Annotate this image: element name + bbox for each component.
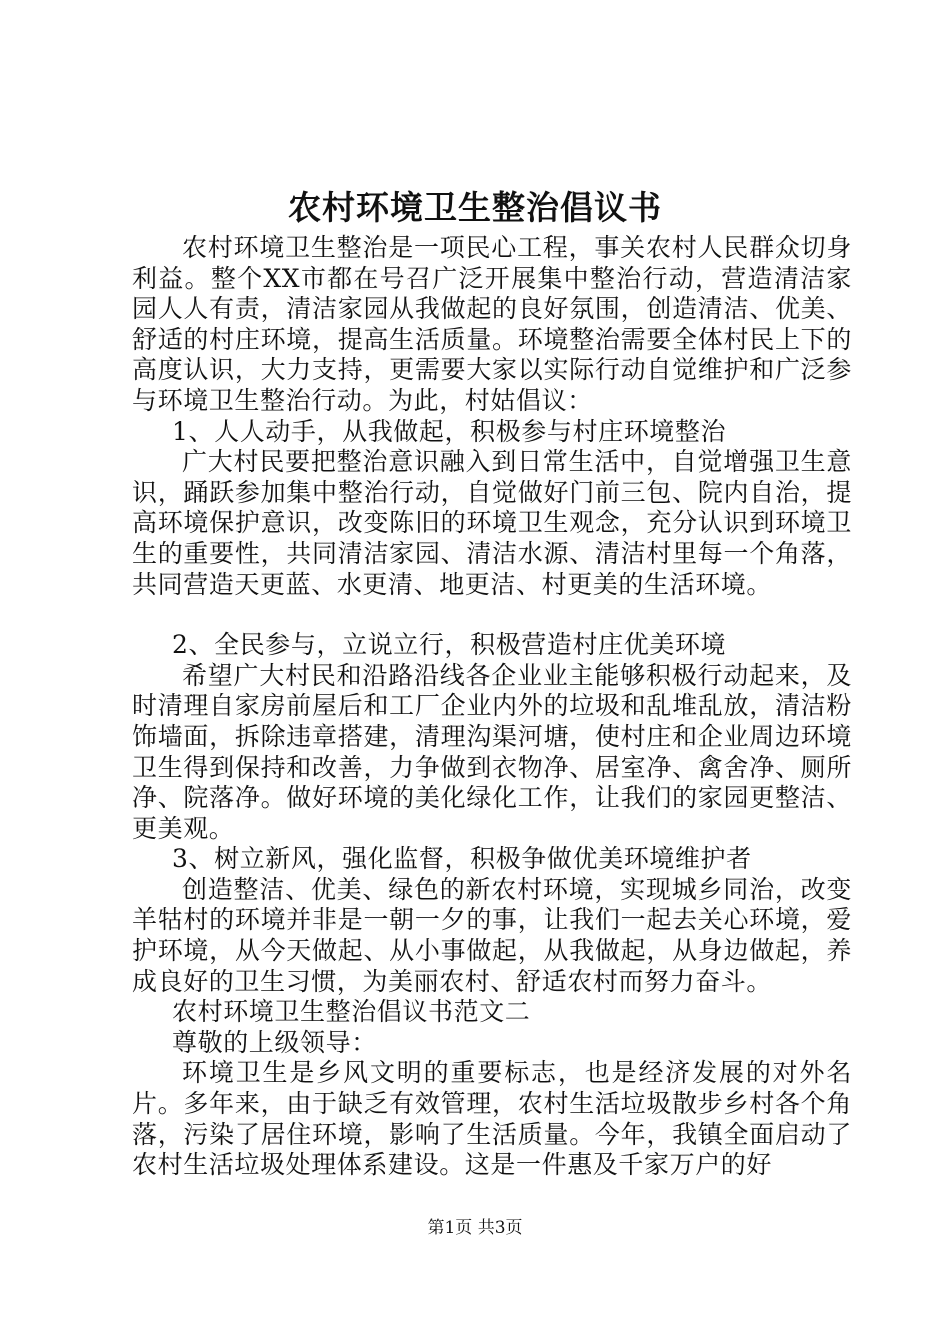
second-sample-paragraph: 环境卫生是乡风文明的重要标志，也是经济发展的对外名片。多年来，由于缺乏有效管理，农村生活垃圾散步乡村各个角落，污染了居住环境，影响了生活质量。今年，我镇全面启动了农村生活垃圾处理体系建设。这是一件惠及千家万户的好: [132, 1058, 852, 1180]
document-body: [132, 233, 852, 1181]
salutation: 尊敬的上级领导：: [172, 1027, 377, 1057]
document-title: 农村环境卫生整治倡议书: [288, 188, 662, 227]
section-heading-2: 2、全民参与，立说立行，积极营造村庄优美环境: [172, 630, 727, 660]
second-sample-heading: 农村环境卫生整治倡议书范文二: [172, 997, 531, 1027]
section-heading-1: 1、人人动手，从我做起，积极参与村庄环境整治: [172, 416, 727, 446]
section-paragraph-2: 希望广大村民和沿路沿线各企业业主能够积极行动起来，及时清理自家房前屋后和工厂企业内外的垃圾和乱堆乱放，清洁粉饰墙面，拆除违章搭建，清理沟渠河塘，使村庄和企业周边环境卫生得到保持和改善，力争做到衣物净、居室净、禽舍净、厕所净、院落净。做好环境的美化绿化工作，让我们的家园更整洁、更美观。: [132, 660, 852, 843]
page-indicator: 第1页 共3页: [427, 1218, 523, 1238]
section-paragraph-3: 创造整洁、优美、绿色的新农村环境，实现城乡同治，改变羊牯村的环境并非是一朝一夕的事，让我们一起去关心环境，爱护环境，从今天做起、从小事做起，从我做起，从身边做起，养成良好的卫生习惯，为美丽农村、舒适农村而努力奋斗。: [132, 874, 852, 996]
intro-paragraph: 农村环境卫生整治是一项民心工程，事关农村人民群众切身利益。整个XX市都在号召广泛开展集中整治行动，营造清洁家园人人有责，清洁家园从我做起的良好氛围，创造清洁、优美、舒适的村庄环境，提高生活质量。环境整治需要全体村民上下的高度认识，大力支持，更需要大家以实际行动自觉维护和广泛参与环境卫生整治行动。为此，村姑倡议：: [132, 233, 852, 415]
section-paragraph-1: 广大村民要把整治意识融入到日常生活中，自觉增强卫生意识，踊跃参加集中整治行动，自觉做好门前三包、院内自治，提高环境保护意识，改变陈旧的环境卫生观念，充分认识到环境卫生的重要性，共同清洁家园、清洁水源、清洁村里每一个角落，共同营造天更蓝、水更清、地更洁、村更美的生活环境。: [132, 447, 852, 599]
section-heading-3: 3、树立新风，强化监督，积极争做优美环境维护者: [172, 844, 752, 874]
